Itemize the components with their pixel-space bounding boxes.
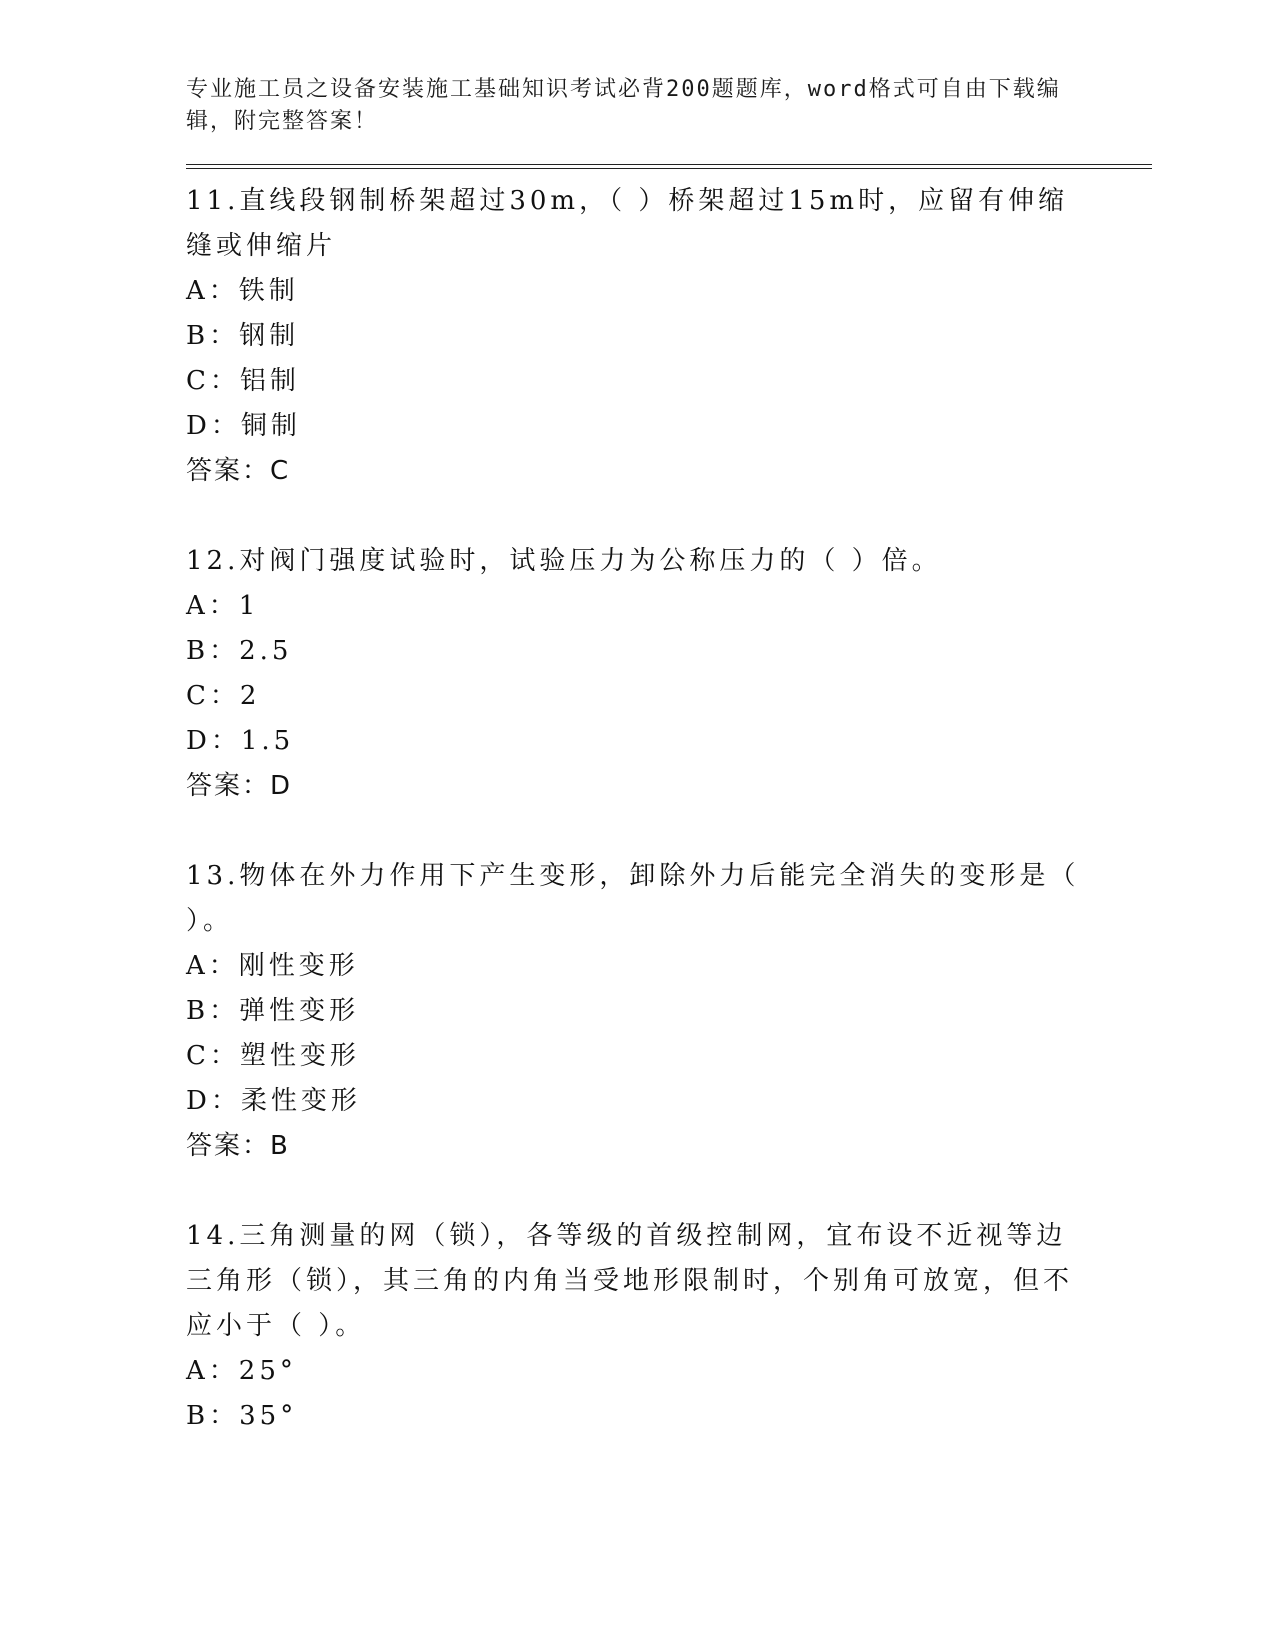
answer-line: 答案：D bbox=[186, 771, 293, 801]
answer-line: 答案：B bbox=[186, 1131, 290, 1161]
option-d: D：铜制 bbox=[186, 411, 301, 441]
document-page bbox=[186, 74, 1152, 1484]
option-b: B：35° bbox=[186, 1401, 298, 1431]
question-12 bbox=[186, 539, 1152, 809]
option-a: A：铁制 bbox=[186, 276, 299, 306]
option-c: C：铝制 bbox=[186, 366, 300, 396]
option-a: A：1 bbox=[186, 591, 260, 621]
option-d: D：1.5 bbox=[186, 726, 295, 756]
question-11 bbox=[186, 179, 1152, 494]
header-divider bbox=[186, 164, 1152, 169]
question-14 bbox=[186, 1214, 1152, 1439]
question-13 bbox=[186, 854, 1152, 1169]
option-b: B：弹性变形 bbox=[186, 996, 360, 1026]
option-a: A：25° bbox=[186, 1356, 297, 1386]
question-stem: 11.直线段钢制桥架超过30m，（ ）桥架超过15m时，应留有伸缩缝或伸缩片 bbox=[186, 186, 1069, 261]
option-b: B：钢制 bbox=[186, 321, 300, 351]
option-a: A：刚性变形 bbox=[186, 951, 359, 981]
option-d: D：柔性变形 bbox=[186, 1086, 361, 1116]
question-stem: 14.三角测量的网（锁），各等级的首级控制网，宜布设不近视等边三角形（锁），其三角的内角当受地形限制时，个别角可放宽，但不应小于（ ）。 bbox=[186, 1221, 1074, 1341]
option-c: C：塑性变形 bbox=[186, 1041, 360, 1071]
question-stem: 12.对阀门强度试验时，试验压力为公称压力的（ ）倍。 bbox=[186, 546, 942, 576]
question-stem: 13.物体在外力作用下产生变形，卸除外力后能完全消失的变形是（ ）。 bbox=[186, 861, 1080, 936]
option-b: B：2.5 bbox=[186, 636, 293, 666]
question-list bbox=[186, 179, 1152, 1439]
document-header: 专业施工员之设备安装施工基础知识考试必背200题题库，word格式可自由下载编辑，附完整答案！ bbox=[186, 77, 1061, 134]
answer-line: 答案：C bbox=[186, 456, 291, 486]
option-c: C：2 bbox=[186, 681, 261, 711]
